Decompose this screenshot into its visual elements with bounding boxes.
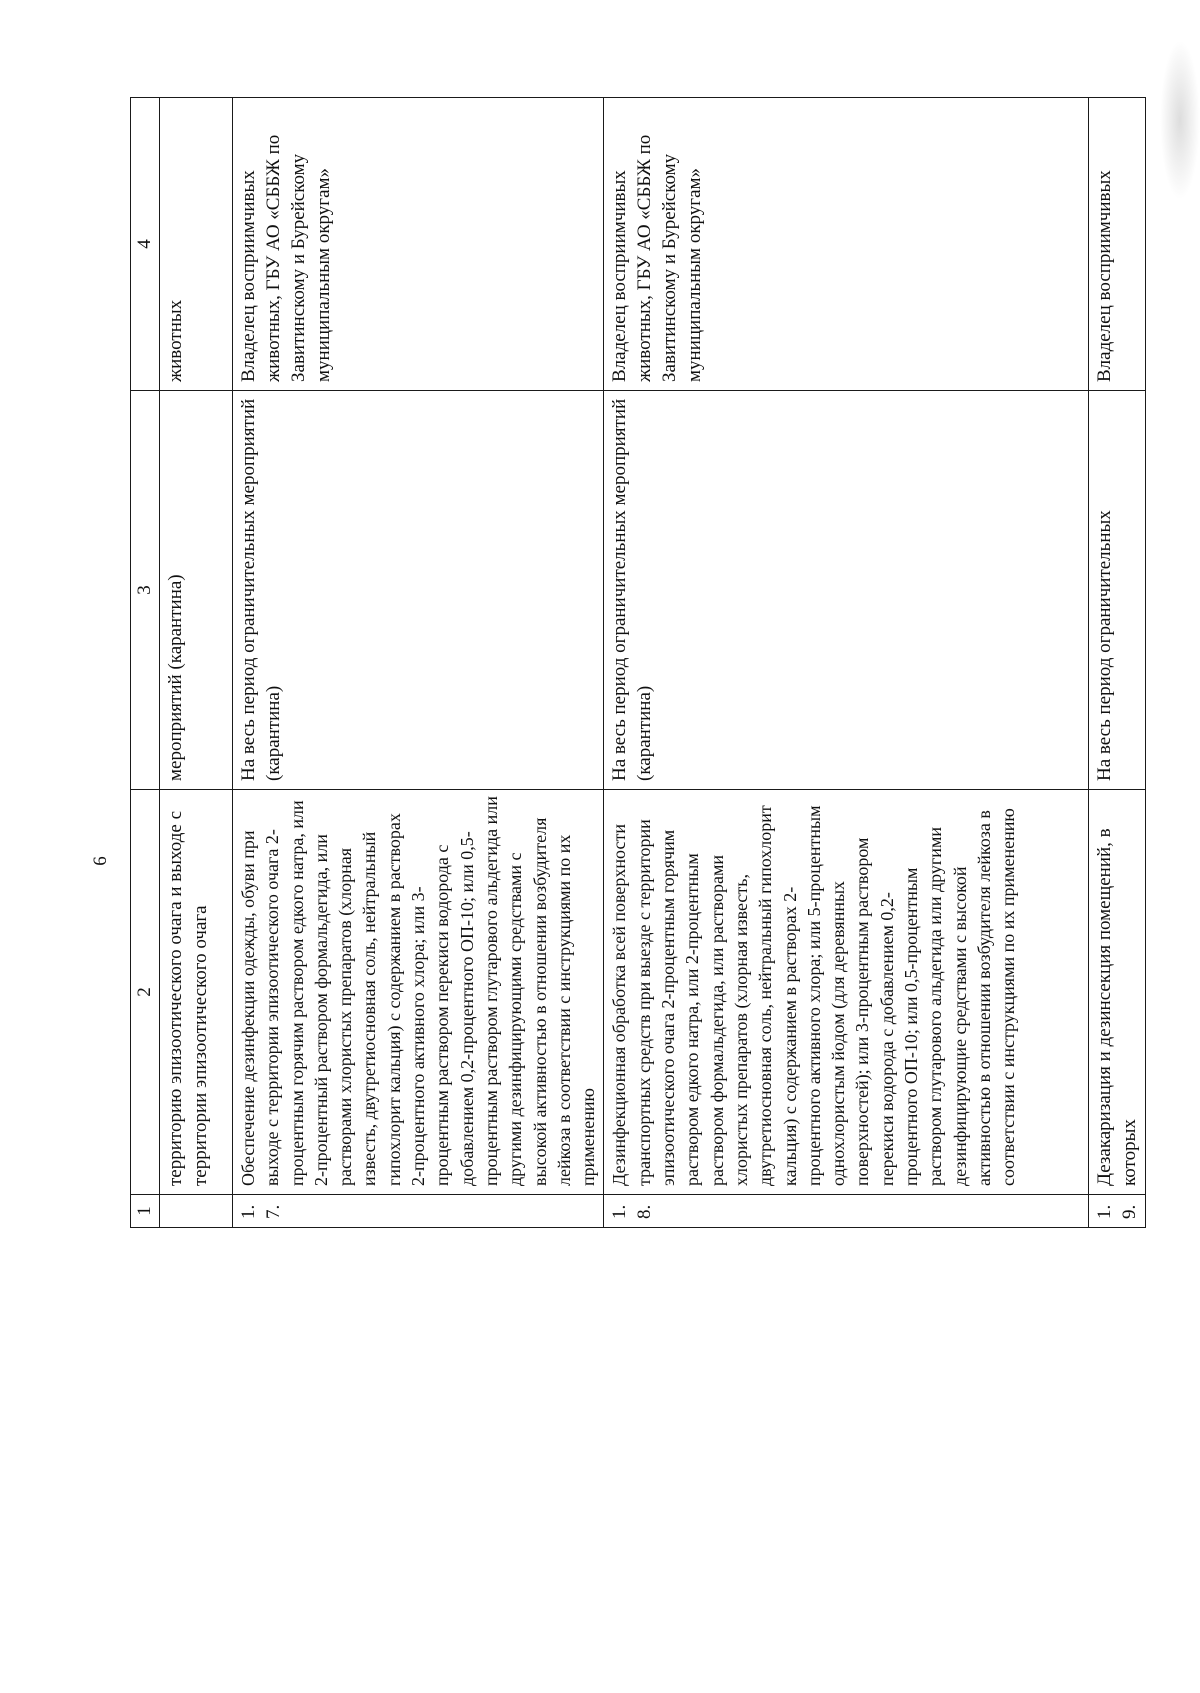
table-row (160, 98, 233, 1228)
header-cell-2: 2 (131, 790, 160, 1195)
measure-cell: территорию эпизоотического очага и выходе с территории эпизоотического очага (160, 790, 233, 1195)
period-cell: На весь период ограничительных мероприятий (карантина) (233, 391, 604, 790)
header-cell-1: 1 (131, 1195, 160, 1228)
responsible-cell: Владелец восприимчивых животных, ГБУ АО «СББЖ по Завитинскому и Бурейскому муниципальным округам» (233, 98, 604, 391)
measure-cell: Дезинфекционная обработка всей поверхности транспортных средств при выезде с территории эпизоотического очага 2-процентным горячим раствором едкого натра, или 2-процентным раствором формальдегида, или растворами хлористых препаратов (хлорная известь, двутретиосновная соль, нейтральный гипохлорит кальция) с содержанием в растворах 2-процентного активного хлора; или 5-процентным однохлористым йодом (для деревянных поверхностей); или 3-процентным раствором перекиси водорода с добавлением 0,2-процентного ОП-10; или 0,5-процентным раствором глутарового альдегида или другими дезинфицирующие средствами с высокой активностью в отношении возбудителя лейкоза в соответствии с инструкциями по их применению (604, 790, 1089, 1195)
header-cell-3: 3 (131, 391, 160, 790)
period-cell: На весь период ограничительных (1089, 391, 1146, 790)
table-row (604, 98, 1089, 1228)
page-number: 6 (90, 856, 111, 866)
row-number-cell (160, 1195, 233, 1228)
row-number-cell: 1.7. (233, 1195, 604, 1228)
period-cell: мероприятий (карантина) (160, 391, 233, 790)
responsible-cell: Владелец восприимчивых животных, ГБУ АО «СББЖ по Завитинскому и Бурейскому муниципальным округам» (604, 98, 1089, 391)
row-number-cell: 1.9. (1089, 1195, 1146, 1228)
table-row (233, 98, 604, 1228)
responsible-cell: Владелец восприимчивых (1089, 98, 1146, 391)
scan-artifact (1160, 40, 1200, 200)
header-cell-4: 4 (131, 98, 160, 391)
measure-cell: Обеспечение дезинфекции одежды, обуви при выходе с территории эпизоотического очага 2-процентным горячим раствором едкого натра, или 2-процентный раствором формальдегида, или растворами хлористых препаратов (хлорная известь, двутретиосновная соль, нейтральный гипохлорит кальция) с содержанием в растворах 2-процентного активного хлора; или 3-процентным раствором перекиси водорода с добавлением 0,2-процентного ОП-10; или 0,5-процентным раствором глутарового альдегида или другими дезинфицирующими средствами с высокой активностью в отношении возбудителя лейкоза в соответствии с инструкциями по их применению (233, 790, 604, 1195)
table-header-row (131, 98, 160, 1228)
measure-cell: Дезакаризация и дезинсекция помещений, в которых (1089, 790, 1146, 1195)
period-cell: На весь период ограничительных мероприятий (карантина) (604, 391, 1089, 790)
rotated-page-content (130, 98, 1200, 1228)
row-number-cell: 1.8. (604, 1195, 1089, 1228)
table-row (1089, 98, 1146, 1228)
measures-table (130, 97, 1146, 1228)
responsible-cell: животных (160, 98, 233, 391)
